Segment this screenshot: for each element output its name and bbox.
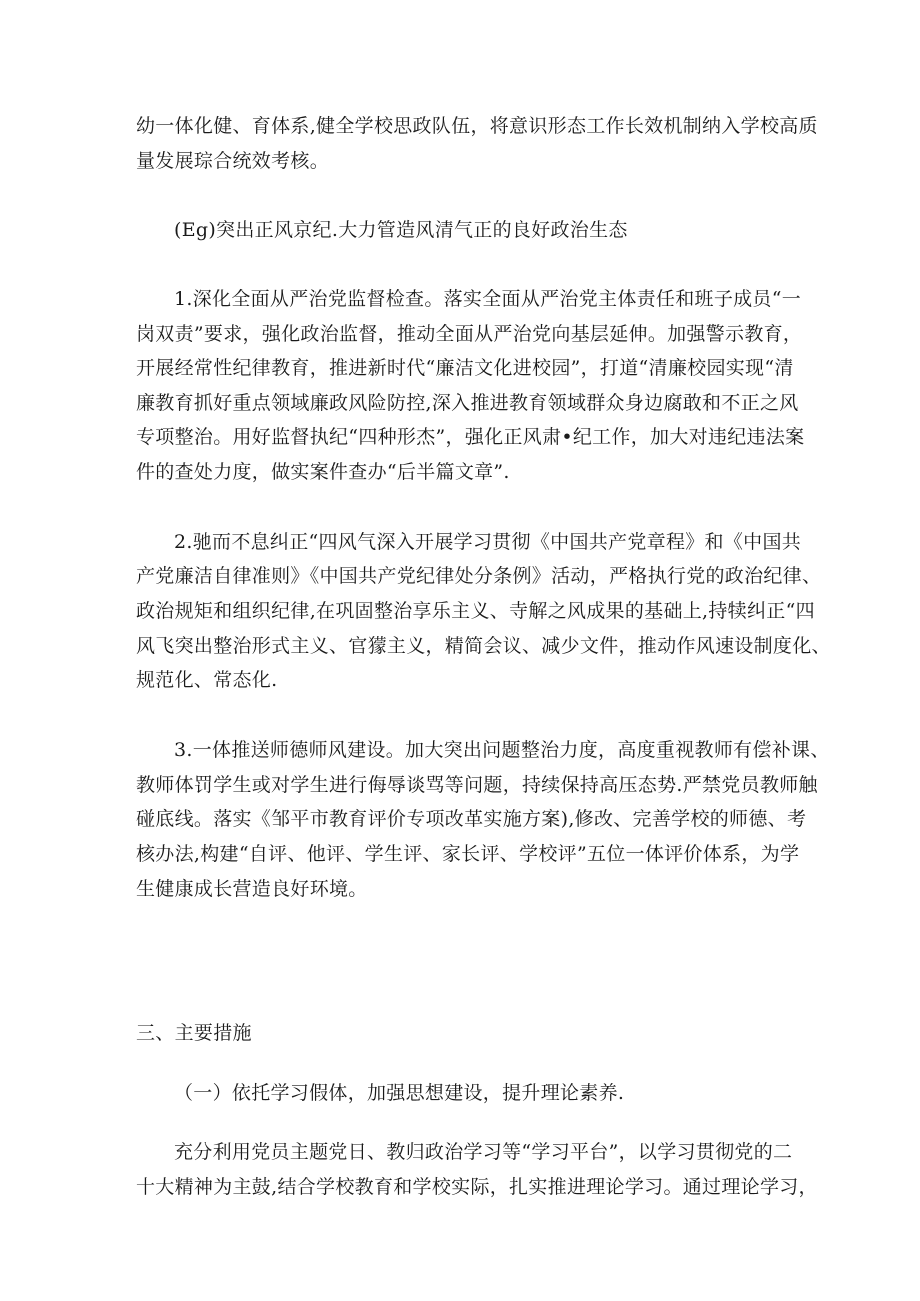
intro-line-1: 幼一体化健、育体系,健全学校思政队伍，将意识形态工作长效机制纳入学校高质 xyxy=(136,115,818,137)
sub-one-heading: （一）依托学习假体，加强思想建设，提升理论素养. xyxy=(174,1082,625,1104)
item1-line-4: 廉教育抓好重点领域廉政风险防控,深入推进教育领域群众身边腐敢和不正之风 xyxy=(136,392,799,414)
item2-line-4: 风飞突出整治形式主义、官獴主义，精简会议、减少文件，推动作风速设制度化、 xyxy=(136,635,831,657)
item2-line-2: 产党廉洁自律准则》《中国共产党纪律处分条例》活动，严格执行党的政治纪律、 xyxy=(136,565,822,587)
item1-line-3: 开展经常性纪律教育，推进新时代“廉洁文化进校园”，打道“清廉校园实现“清 xyxy=(136,357,794,379)
item1-line-1: 1.深化全面从严治党监督检查。落实全面从严治党主体责任和班子成员“一 xyxy=(174,288,802,310)
section-e-heading: (Eg)突出正风京纪.大力管造风清气正的良好政治生态 xyxy=(174,219,628,241)
item1-line-5: 专项整治。用好监督执纪“四种形杰”，强化正风肃•纪工作，加大对违纪违法案 xyxy=(136,426,805,448)
section-three-heading: 三、主要措施 xyxy=(136,1022,252,1044)
intro-line-2: 量发展琮合统效考核。 xyxy=(136,150,330,172)
item2-line-1: 2.驰而不息纠正“四风气深入开展学习贯彻《中国共产党章程》和《中国共 xyxy=(174,531,802,553)
closing-line-2: 十大精神为主鼓,结合学校教育和学校实际，扎实推进理论学习。通过理论学习， xyxy=(136,1176,818,1198)
closing-line-1: 充分利用党员主题党日、教归政治学习等“学习平台”，以学习贯彻党的二 xyxy=(174,1141,793,1163)
item3-line-1: 3.一体推送师德师风建设。加大突出问题整治力度，高度重视教师有偿补课、 xyxy=(174,739,830,761)
item2-line-3: 政治规矩和组织纪律,在巩固整治享乐主义、寺解之风成果的基础上,持犊纠正“四 xyxy=(136,600,815,622)
item3-line-5: 生健康成长营造良好环境。 xyxy=(136,878,368,900)
item3-line-3: 碰底线。落实《邹平市教育评价专项改革实施方案),修改、完善学校的师德、考 xyxy=(136,808,807,830)
item1-line-2: 岗双责”要求，强化政治监督，推动全面从严治党向基层延伸。加强警示教育， xyxy=(136,323,803,345)
item3-line-4: 核办法,构建“自评、他评、学生评、家长评、学校评”五位一体评价体系，为学 xyxy=(136,843,800,865)
item3-line-2: 教师体罚学生或对学生进行侮辱谈骂等问题，持续保持高压态势.严禁党员教师触 xyxy=(136,774,818,796)
item1-line-6: 件的查处力度，做实案件查办“后半篇文章”. xyxy=(136,461,510,483)
item2-line-5: 规范化、常态化. xyxy=(136,669,278,691)
